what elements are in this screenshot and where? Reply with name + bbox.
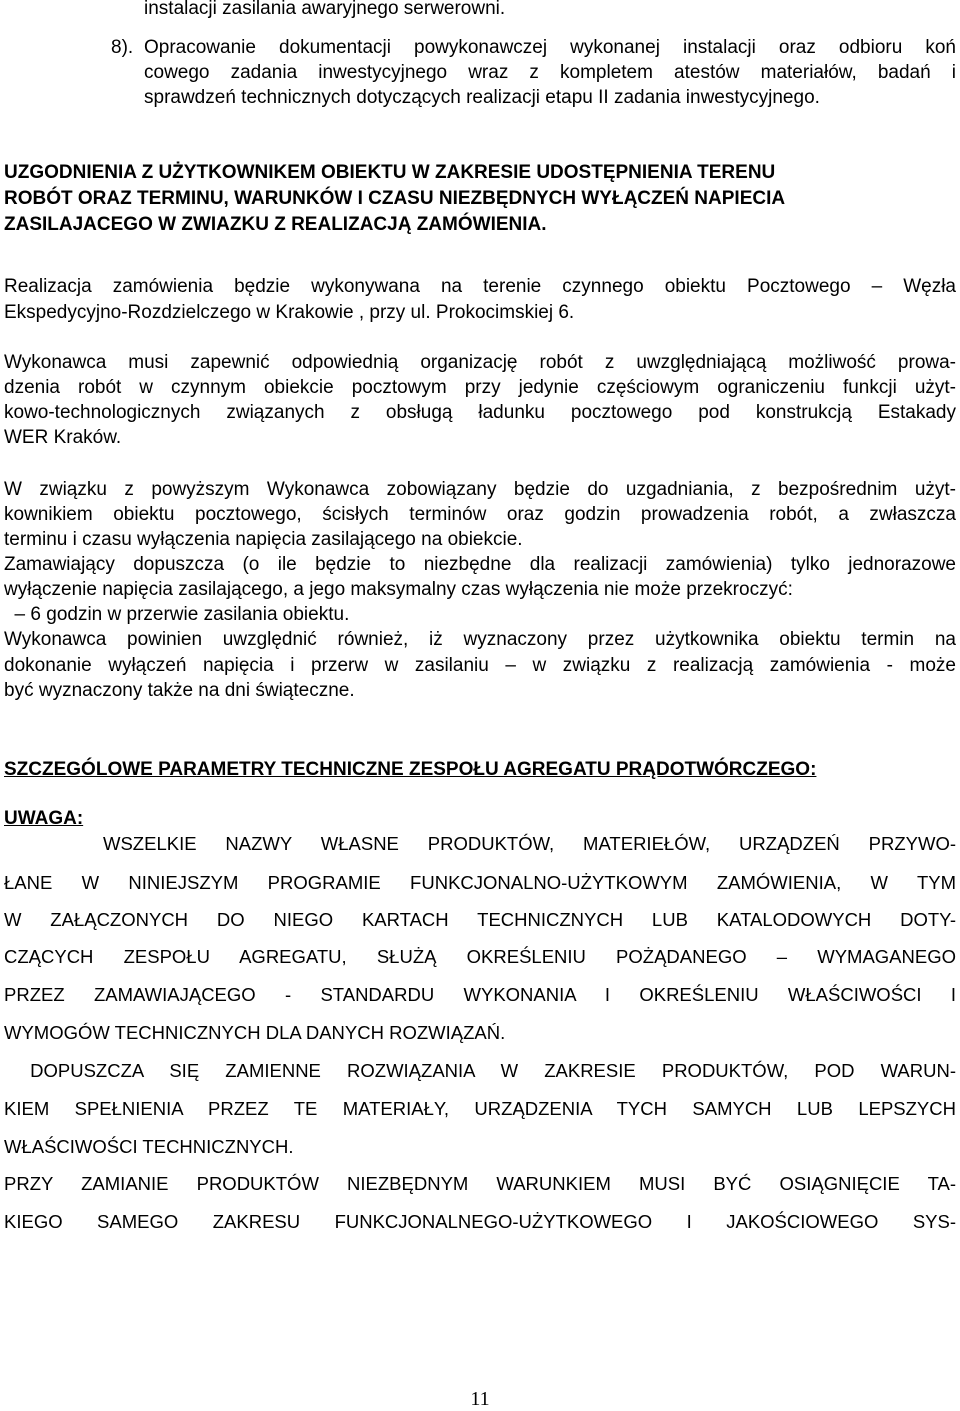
heading-uzgodnienia-2: ROBÓT ORAZ TERMINU, WARUNKÓW I CZASU NIEZBĘDNYCH WYŁĄCZEŃ NAPIECIA [4, 188, 786, 209]
przy-zamianie-line-2: KIEGO SAMEGO ZAKRESU FUNKCJONALNEGO-UŻYTKOWEGO I JAKOŚCIOWEGO SYS- [4, 1211, 956, 1232]
item8-line-2: cowego zadania inwestycyjnego wraz z kompletem atestów materiałów, badań i [144, 62, 956, 83]
zamawiajacy-line-2: wyłączenie napięcia zasilającego, a jego maksymalny czas wyłączenia nie może przekroczyć: [4, 579, 793, 600]
dopuszcza-line-3: WŁAŚCIWOŚCI TECHNICZNYCH. [4, 1136, 294, 1157]
heading-uzgodnienia-3: ZASILAJACEGO W ZWIAZKU Z REALIZACJĄ ZAMÓWIENIA. [4, 214, 547, 235]
dopuszcza-line-1: DOPUSZCZA SIĘ ZAMIENNE ROZWIĄZANIA W ZAKRESIE PRODUKTÓW, POD WARUN- [4, 1060, 956, 1081]
zwiazku-line-1: W związku z powyższym Wykonawca zobowiązany będzie do uzgadniania, z bezpośrednim użyt- [4, 479, 956, 500]
heading-uzgodnienia-1: UZGODNIENIA Z UŻYTKOWNIKEM OBIEKTU W ZAKRESIE UDOSTĘPNIENIA TERENU [4, 162, 776, 183]
realizacja-line-1: Realizacja zamówienia będzie wykonywana na terenie czynnego obiektu Pocztowego – Węzła [4, 276, 956, 297]
item8-line-1: Opracowanie dokumentacji powykonawczej wykonanej instalacji oraz odbioru koń [144, 37, 956, 58]
item8-number: 8). [111, 37, 134, 58]
uwaga-line-2: ŁANE W NINIEJSZYM PROGRAMIE FUNKCJONALNO-UŻYTKOWYM ZAMÓWIENIA, W TYM [4, 872, 956, 893]
uwaga-line-6: WYMOGÓW TECHNICZNYCH DLA DANYCH ROZWIĄZAŃ. [4, 1022, 506, 1043]
wykonawca-line-1: Wykonawca musi zapewnić odpowiednią organizację robót z uwzględniającą możliwość prowa- [4, 352, 956, 373]
uwaga-line-4: CZĄCYCH ZESPOŁU AGREGATU, SŁUŻĄ OKREŚLENIU POŻĄDANEGO – WYMAGANEGO [4, 946, 956, 967]
uwaga-line-1: WSZELKIE NAZWY WŁASNE PRODUKTÓW, MATERIEŁÓW, URZĄDZEŃ PRZYWO- [103, 833, 956, 854]
page-number: 11 [470, 1388, 490, 1410]
zwiazku-line-3: terminu i czasu wyłączenia napięcia zasilającego na obiekcie. [4, 529, 523, 550]
wykonawca-line-2: dzenia robót w czynnym obiekcie pocztowym przy jedynie częściowym ograniczeniu funkcji użyt- [4, 377, 956, 398]
zamawiajacy-line-1: Zamawiający dopuszcza (o ile będzie to niezbędne dla realizacji zamówienia) tylko jednorazowe [4, 554, 956, 575]
item8-continuation: instalacji zasilania awaryjnego serwerowni. [144, 0, 506, 19]
powinien-line-3: być wyznaczony także na dni świąteczne. [4, 680, 355, 701]
zamawiajacy-line-3: – 6 godzin w przerwie zasilania obiektu. [4, 604, 350, 625]
item8-line-3: sprawdzeń technicznych dotyczących realizacji etapu II zadania inwestycyjnego. [144, 87, 820, 108]
powinien-line-1: Wykonawca powinien uwzględnić również, iż wyznaczony przez użytkownika obiektu termin na [4, 629, 956, 650]
uwaga-line-5: PRZEZ ZAMAWIAJĄCEGO - STANDARDU WYKONANIA I OKREŚLENIU WŁAŚCIWOŚCI I [4, 984, 956, 1005]
przy-zamianie-line-1: PRZY ZAMIANIE PRODUKTÓW NIEZBĘDNYM WARUNKIEM MUSI BYĆ OSIĄGNIĘCIE TA- [4, 1173, 956, 1194]
powinien-line-2: dokonanie wyłączeń napięcia i przerw w zasilaniu – w związku z realizacją zamówienia - może [4, 655, 956, 676]
zwiazku-line-2: kownikiem obiektu pocztowego, ścisłych terminów oraz godzin prowadzenia robót, a zwłaszcza [4, 504, 956, 525]
wykonawca-line-3: kowo-technologicznych związanych z obsługą ładunku pocztowego pod konstrukcją Estakady [4, 402, 956, 423]
uwaga-line-3: W ZAŁĄCZONYCH DO NIEGO KARTACH TECHNICZNYCH LUB KATALODOWYCH DOTY- [4, 909, 956, 930]
dopuszcza-line-2: KIEM SPEŁNIENIA PRZEZ TE MATERIAŁY, URZĄDZENIA TYCH SAMYCH LUB LEPSZYCH [4, 1098, 956, 1119]
wykonawca-line-4: WER Kraków. [4, 427, 122, 448]
uwaga-label: UWAGA: [4, 808, 84, 829]
heading-parametry: SZCZEGÓLOWE PARAMETRY TECHNICZNE ZESPOŁU AGREGATU PRĄDOTWÓRCZEGO: [4, 759, 817, 780]
realizacja-line-2: Ekspedycyjno-Rozdzielczego w Krakowie , przy ul. Prokocimskiej 6. [4, 302, 575, 323]
